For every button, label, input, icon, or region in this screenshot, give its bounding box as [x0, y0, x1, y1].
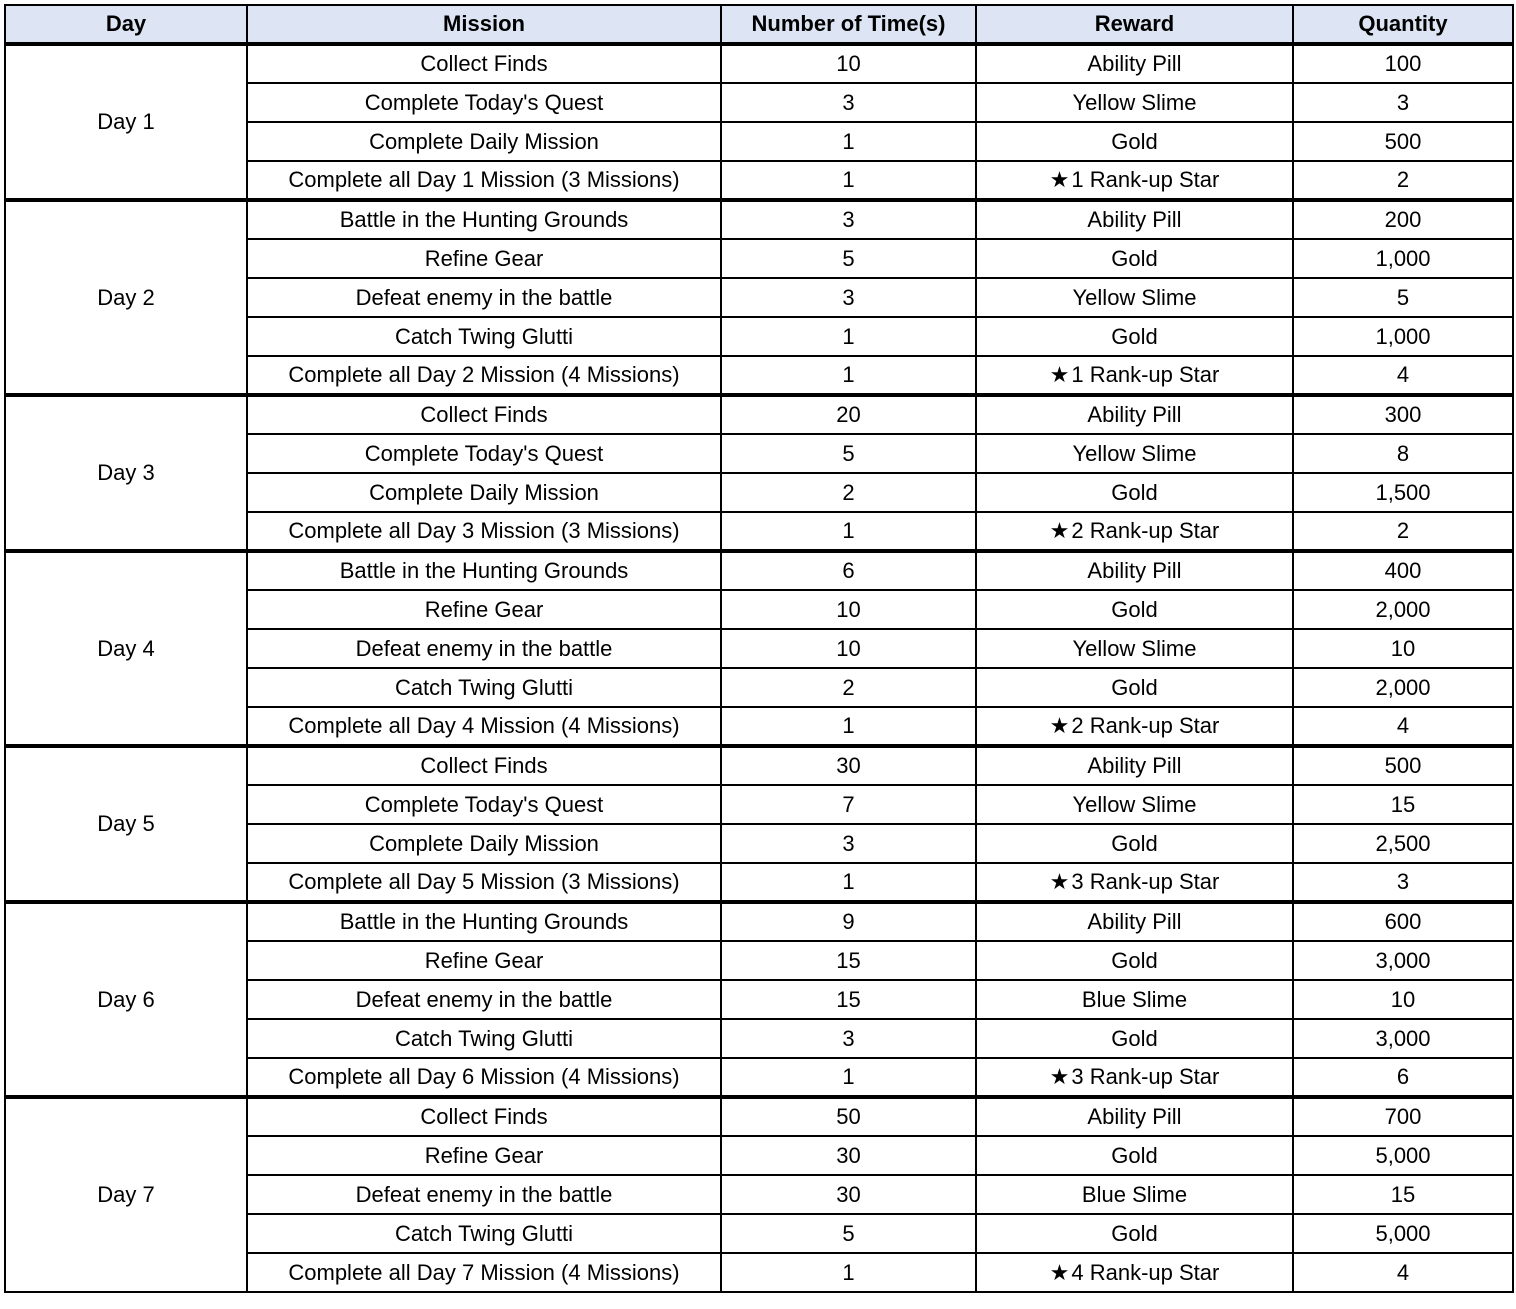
quantity-cell: 2,000 — [1293, 668, 1513, 707]
quantity-cell: 15 — [1293, 1175, 1513, 1214]
table-row — [5, 395, 1513, 434]
table-body — [5, 44, 1513, 1292]
reward-cell: Gold — [976, 239, 1293, 278]
quantity-cell: 2,000 — [1293, 590, 1513, 629]
mission-cell: Catch Twing Glutti — [247, 1019, 721, 1058]
reward-label: 1 Rank-up Star — [1071, 362, 1220, 387]
mission-cell: Refine Gear — [247, 1136, 721, 1175]
reward-cell: Gold — [976, 122, 1293, 161]
reward-cell: Gold — [976, 590, 1293, 629]
reward-cell: Ability Pill — [976, 395, 1293, 434]
quantity-cell: 2 — [1293, 512, 1513, 551]
times-cell: 9 — [721, 902, 976, 941]
star-icon: ★ — [1049, 167, 1070, 192]
mission-cell: Complete Today's Quest — [247, 785, 721, 824]
times-cell: 1 — [721, 863, 976, 902]
reward-cell — [976, 707, 1293, 746]
times-cell: 6 — [721, 551, 976, 590]
quantity-cell: 300 — [1293, 395, 1513, 434]
reward-cell: Yellow Slime — [976, 83, 1293, 122]
quantity-cell: 1,500 — [1293, 473, 1513, 512]
times-cell: 50 — [721, 1097, 976, 1136]
times-cell: 3 — [721, 200, 976, 239]
reward-cell: Gold — [976, 1214, 1293, 1253]
mission-cell: Complete all Day 6 Mission (4 Missions) — [247, 1058, 721, 1097]
day-label: Day 4 — [5, 551, 247, 746]
day-label: Day 2 — [5, 200, 247, 395]
reward-cell — [976, 1058, 1293, 1097]
quantity-cell: 15 — [1293, 785, 1513, 824]
reward-cell — [976, 863, 1293, 902]
quantity-cell: 100 — [1293, 44, 1513, 83]
times-cell: 20 — [721, 395, 976, 434]
mission-cell: Complete Today's Quest — [247, 83, 721, 122]
times-cell: 1 — [721, 707, 976, 746]
header-row — [5, 5, 1513, 44]
mission-cell: Defeat enemy in the battle — [247, 980, 721, 1019]
reward-cell: Ability Pill — [976, 902, 1293, 941]
star-icon: ★ — [1049, 713, 1070, 738]
times-cell: 7 — [721, 785, 976, 824]
quantity-cell: 5,000 — [1293, 1136, 1513, 1175]
reward-cell — [976, 1253, 1293, 1292]
quantity-cell: 10 — [1293, 629, 1513, 668]
quantity-cell: 700 — [1293, 1097, 1513, 1136]
mission-cell: Collect Finds — [247, 746, 721, 785]
table-row — [5, 44, 1513, 83]
day-label: Day 6 — [5, 902, 247, 1097]
mission-cell: Complete all Day 3 Mission (3 Missions) — [247, 512, 721, 551]
mission-cell: Catch Twing Glutti — [247, 668, 721, 707]
reward-cell — [976, 356, 1293, 395]
quantity-cell: 3 — [1293, 863, 1513, 902]
quantity-cell: 3,000 — [1293, 941, 1513, 980]
quantity-cell: 3 — [1293, 83, 1513, 122]
reward-label: 4 Rank-up Star — [1071, 1259, 1220, 1285]
reward-cell: Gold — [976, 1019, 1293, 1058]
reward-cell — [976, 161, 1293, 200]
reward-cell: Gold — [976, 1136, 1293, 1175]
reward-label: 2 Rank-up Star — [1071, 518, 1220, 543]
reward-cell: Yellow Slime — [976, 629, 1293, 668]
quantity-cell: 2,500 — [1293, 824, 1513, 863]
times-cell: 10 — [721, 629, 976, 668]
mission-cell: Refine Gear — [247, 239, 721, 278]
times-cell: 5 — [721, 239, 976, 278]
reward-cell: Ability Pill — [976, 551, 1293, 590]
times-cell: 15 — [721, 980, 976, 1019]
mission-cell: Complete Daily Mission — [247, 473, 721, 512]
times-cell: 1 — [721, 317, 976, 356]
mission-cell: Refine Gear — [247, 941, 721, 980]
header-mission: Mission — [247, 5, 721, 44]
reward-cell: Yellow Slime — [976, 785, 1293, 824]
reward-cell: Blue Slime — [976, 1175, 1293, 1214]
times-cell: 3 — [721, 1019, 976, 1058]
times-cell: 5 — [721, 1214, 976, 1253]
times-cell: 1 — [721, 356, 976, 395]
table-header — [5, 5, 1513, 44]
mission-cell: Catch Twing Glutti — [247, 1214, 721, 1253]
quantity-cell: 1,000 — [1293, 239, 1513, 278]
times-cell: 15 — [721, 941, 976, 980]
mission-cell: Collect Finds — [247, 1097, 721, 1136]
quantity-cell: 200 — [1293, 200, 1513, 239]
mission-cell: Complete all Day 7 Mission (4 Missions) — [247, 1253, 721, 1292]
table-row — [5, 200, 1513, 239]
times-cell: 2 — [721, 473, 976, 512]
table-row — [5, 1097, 1513, 1136]
header-times: Number of Time(s) — [721, 5, 976, 44]
quantity-cell: 4 — [1293, 1253, 1513, 1292]
mission-cell: Catch Twing Glutti — [247, 317, 721, 356]
mission-cell: Complete Daily Mission — [247, 122, 721, 161]
mission-cell: Collect Finds — [247, 44, 721, 83]
day-label: Day 3 — [5, 395, 247, 551]
mission-rewards-table — [4, 4, 1514, 1293]
reward-cell — [976, 512, 1293, 551]
times-cell: 30 — [721, 1136, 976, 1175]
quantity-cell: 400 — [1293, 551, 1513, 590]
times-cell: 5 — [721, 434, 976, 473]
times-cell: 1 — [721, 122, 976, 161]
times-cell: 2 — [721, 668, 976, 707]
quantity-cell: 500 — [1293, 746, 1513, 785]
times-cell: 3 — [721, 278, 976, 317]
table-row — [5, 551, 1513, 590]
mission-cell: Complete all Day 1 Mission (3 Missions) — [247, 161, 721, 200]
quantity-cell: 600 — [1293, 902, 1513, 941]
header-day: Day — [5, 5, 247, 44]
quantity-cell: 2 — [1293, 161, 1513, 200]
quantity-cell: 4 — [1293, 356, 1513, 395]
times-cell: 1 — [721, 1058, 976, 1097]
mission-cell: Complete all Day 5 Mission (3 Missions) — [247, 863, 721, 902]
mission-cell: Collect Finds — [247, 395, 721, 434]
header-reward: Reward — [976, 5, 1293, 44]
reward-cell: Ability Pill — [976, 200, 1293, 239]
table-row — [5, 902, 1513, 941]
mission-cell: Refine Gear — [247, 590, 721, 629]
mission-cell: Battle in the Hunting Grounds — [247, 902, 721, 941]
day-label: Day 5 — [5, 746, 247, 902]
quantity-cell: 5 — [1293, 278, 1513, 317]
quantity-cell: 4 — [1293, 707, 1513, 746]
reward-cell: Blue Slime — [976, 980, 1293, 1019]
mission-cell: Defeat enemy in the battle — [247, 278, 721, 317]
mission-cell: Complete Today's Quest — [247, 434, 721, 473]
reward-cell: Gold — [976, 668, 1293, 707]
quantity-cell: 5,000 — [1293, 1214, 1513, 1253]
reward-cell: Gold — [976, 473, 1293, 512]
star-icon: ★ — [1049, 1259, 1070, 1285]
quantity-cell: 500 — [1293, 122, 1513, 161]
times-cell: 10 — [721, 44, 976, 83]
quantity-cell: 8 — [1293, 434, 1513, 473]
times-cell: 10 — [721, 590, 976, 629]
reward-label: 3 Rank-up Star — [1071, 869, 1220, 894]
reward-cell: Ability Pill — [976, 746, 1293, 785]
reward-cell: Ability Pill — [976, 44, 1293, 83]
mission-cell: Battle in the Hunting Grounds — [247, 551, 721, 590]
star-icon: ★ — [1049, 869, 1070, 894]
times-cell: 3 — [721, 824, 976, 863]
mission-cell: Defeat enemy in the battle — [247, 1175, 721, 1214]
reward-cell: Gold — [976, 941, 1293, 980]
reward-cell: Yellow Slime — [976, 278, 1293, 317]
reward-label: 2 Rank-up Star — [1071, 713, 1220, 738]
reward-label: 3 Rank-up Star — [1071, 1064, 1220, 1089]
mission-cell: Complete Daily Mission — [247, 824, 721, 863]
day-label: Day 1 — [5, 44, 247, 200]
times-cell: 30 — [721, 746, 976, 785]
reward-cell: Gold — [976, 824, 1293, 863]
reward-cell: Gold — [976, 317, 1293, 356]
times-cell: 3 — [721, 83, 976, 122]
reward-cell: Ability Pill — [976, 1097, 1293, 1136]
reward-label: 1 Rank-up Star — [1071, 167, 1220, 192]
quantity-cell: 3,000 — [1293, 1019, 1513, 1058]
times-cell: 1 — [721, 161, 976, 200]
quantity-cell: 10 — [1293, 980, 1513, 1019]
header-quantity: Quantity — [1293, 5, 1513, 44]
quantity-cell: 6 — [1293, 1058, 1513, 1097]
star-icon: ★ — [1049, 1064, 1070, 1089]
table-row — [5, 746, 1513, 785]
quantity-cell: 1,000 — [1293, 317, 1513, 356]
star-icon: ★ — [1049, 518, 1070, 543]
mission-cell: Complete all Day 2 Mission (4 Missions) — [247, 356, 721, 395]
mission-cell: Battle in the Hunting Grounds — [247, 200, 721, 239]
day-label: Day 7 — [5, 1097, 247, 1292]
mission-cell: Defeat enemy in the battle — [247, 629, 721, 668]
star-icon: ★ — [1049, 362, 1070, 387]
times-cell: 1 — [721, 512, 976, 551]
times-cell: 30 — [721, 1175, 976, 1214]
times-cell: 1 — [721, 1253, 976, 1292]
mission-cell: Complete all Day 4 Mission (4 Missions) — [247, 707, 721, 746]
reward-cell: Yellow Slime — [976, 434, 1293, 473]
